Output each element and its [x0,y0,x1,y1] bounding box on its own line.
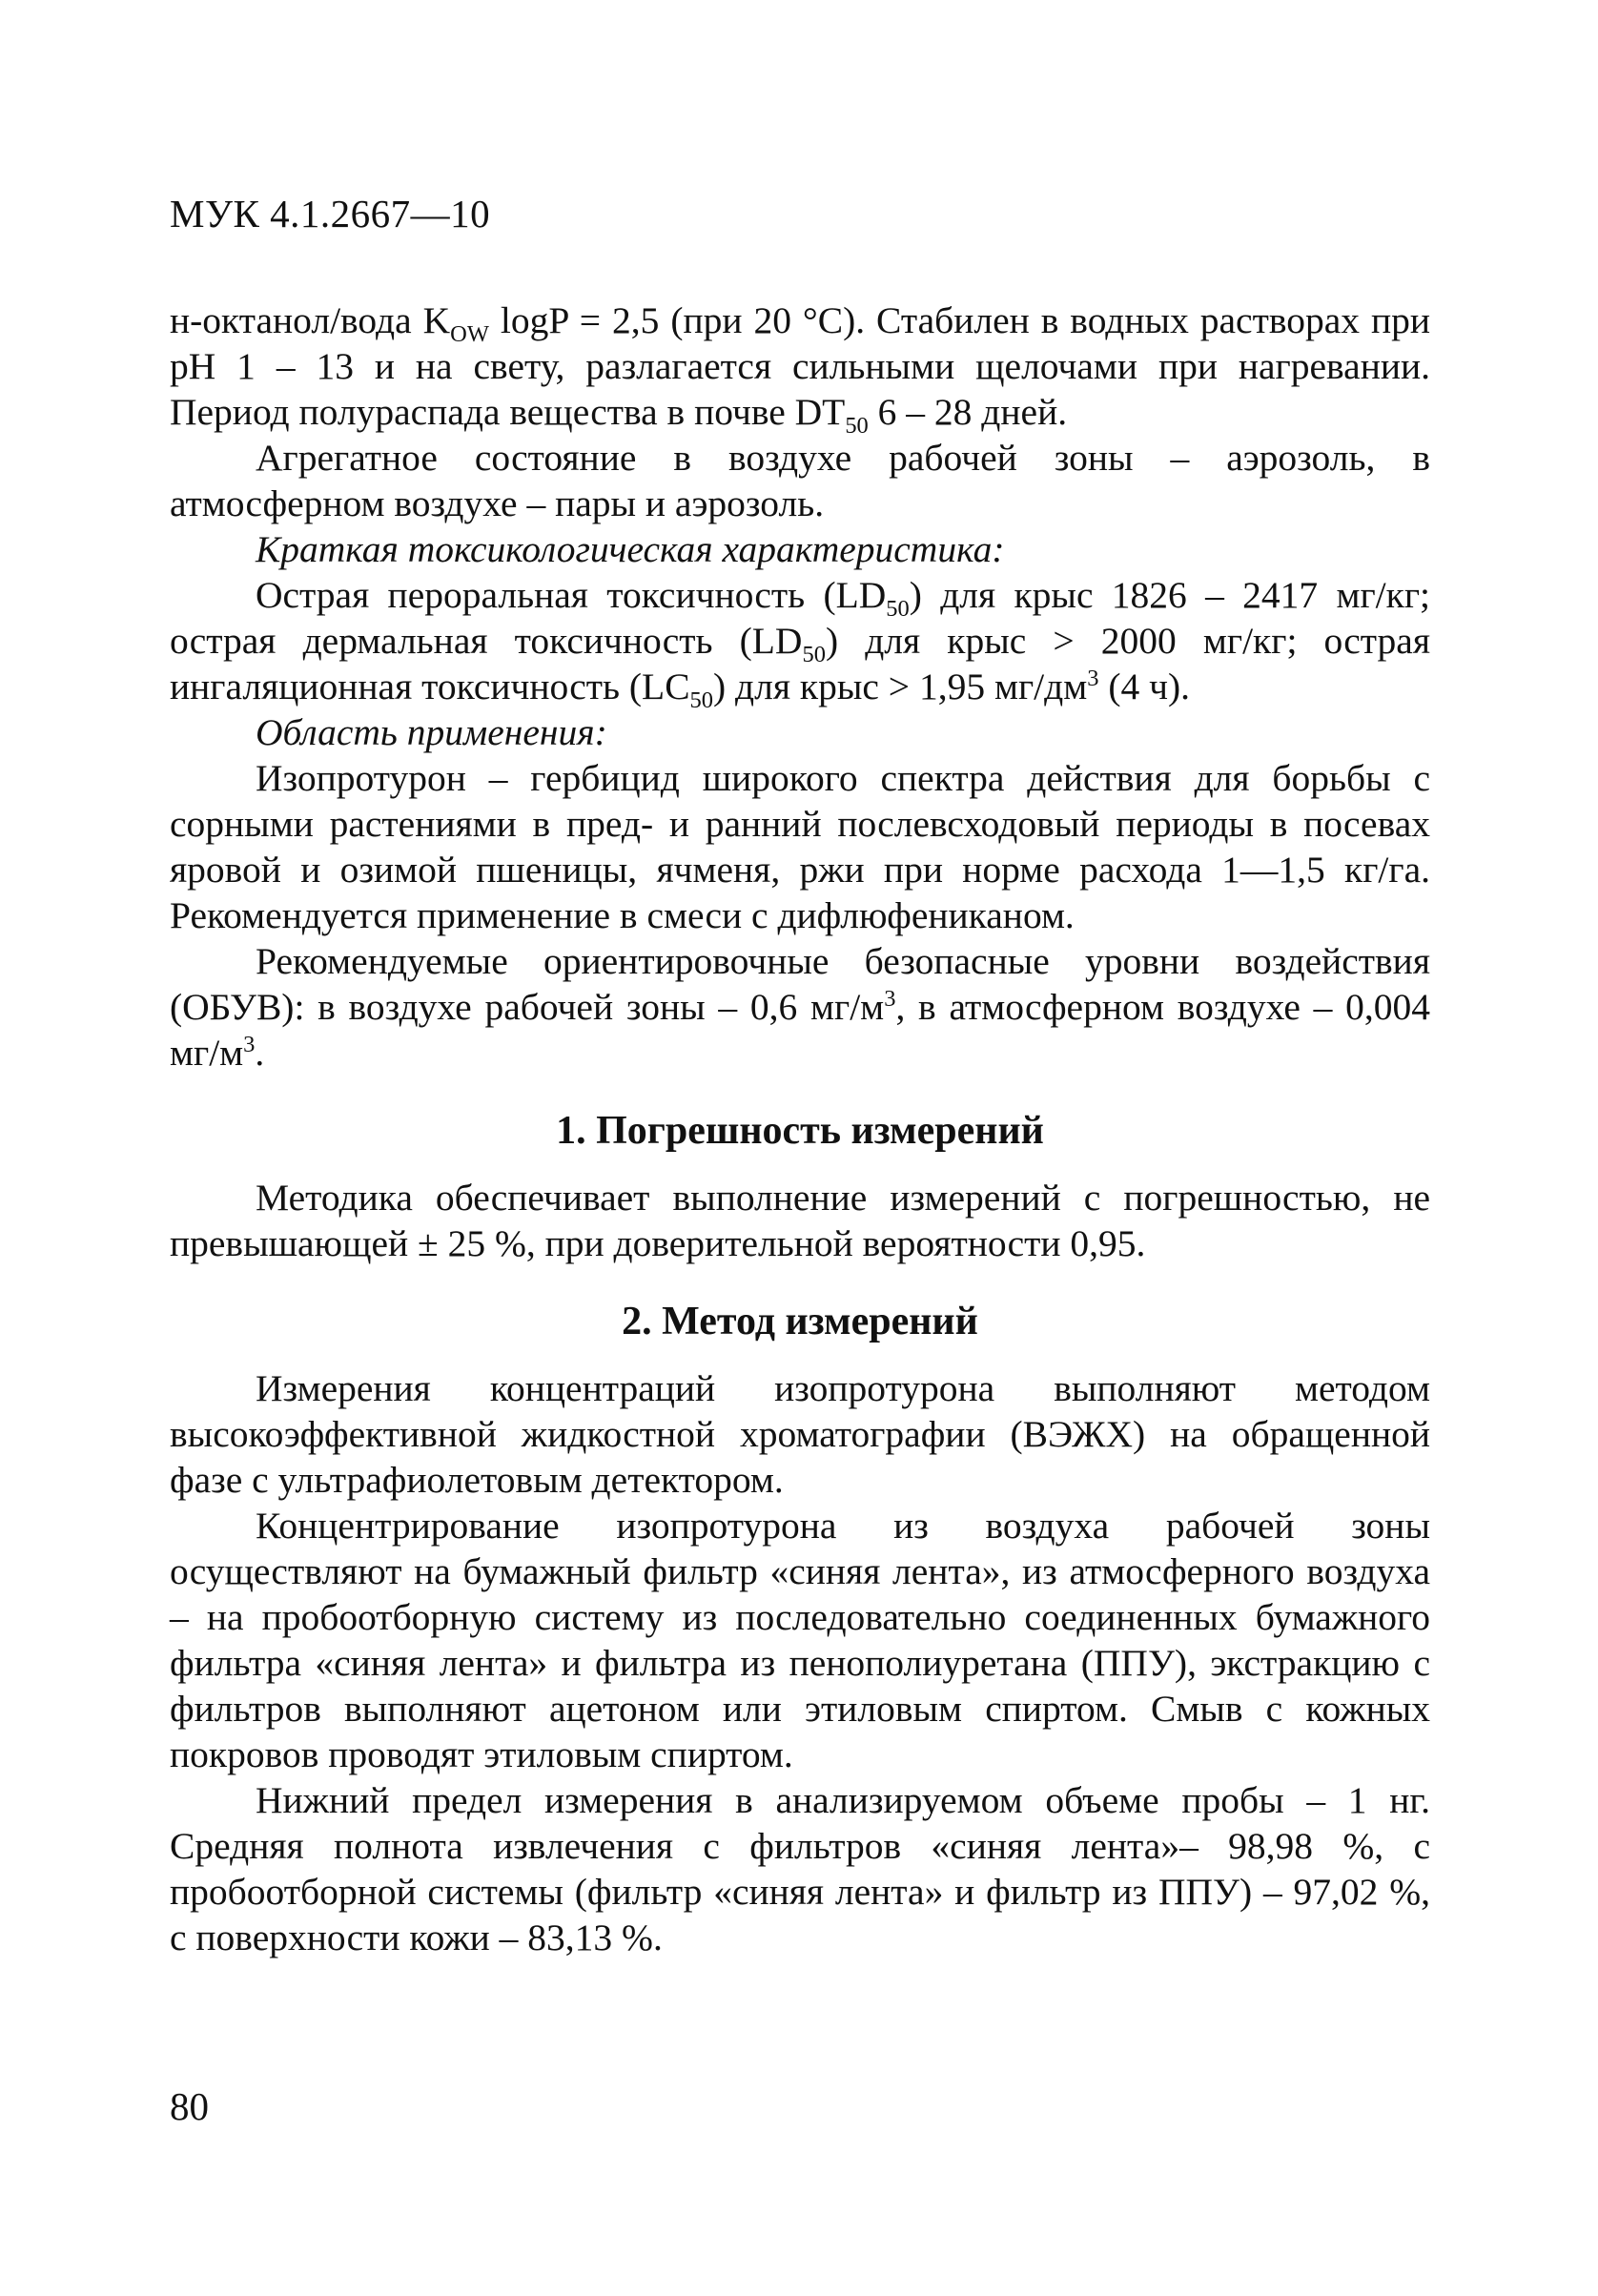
subscript: 50 [689,687,714,713]
text-fragment: Рекомендуемые ориентировочные безопасные уровни воздействия (ОБУВ): в воздухе рабочей зоны – 0,6 мг/м [170,940,1430,1028]
text-fragment: н-октанол/вода K [170,299,451,341]
subscript: OW [450,320,489,347]
paragraph-aggregate-state: Агрегатное состояние в воздухе рабочей зоны – аэрозоль, в атмосферном воздухе – пары и аэрозоль. [170,437,1430,524]
paragraph-toxicity [170,572,1431,713]
page-number: 80 [170,2084,209,2128]
paragraph-safe-levels [170,938,1430,1076]
application-heading: Область применения: [256,711,607,753]
section-title-method: 2. Метод измерений [622,1300,978,1343]
subscript: 50 [802,641,826,667]
text-fragment: . [255,1032,265,1074]
text-fragment: Острая пероральная токсичность (LD [256,574,887,616]
superscript: 3 [1087,665,1099,691]
text-fragment: , в атмосферном воздухе – 0,004 мг/м [170,986,1431,1074]
document-code-header: МУК 4.1.2667—10 [170,192,491,236]
text-fragment: 6 – 28 дней. [868,391,1068,433]
text-fragment: logP = 2,5 (при 20 °С). Стабилен в водных растворах при рН 1 – 13 и на свету, разлагается сильными щелочами при нагревании. Период полураспада вещества в почве DT [170,299,1430,433]
toxicology-heading: Краткая токсикологическая характеристика: [256,528,1005,570]
superscript: 3 [243,1031,256,1057]
paragraph-application: Изопротурон – гербицид широкого спектра действия для борьбы с сорными растениями в пред- и ранний послевсходовый периоды в посевах яровой и озимой пшеницы, ячменя, ржи при норме расхода 1—1,5 кг/га. Рекомендуется применение в смеси с дифлюфениканом. [170,757,1430,936]
section-title-error: 1. Погрешность измерений [556,1109,1044,1153]
paragraph-method-hplc: Измерения концентраций изопротурона выполняют методом высокоэффективной жидкостной хроматографии (ВЭЖХ) на обращенной фазе с ультрафиолетовым детектором. [170,1367,1430,1501]
document-body [170,297,1430,1960]
paragraph-method-sampling: Концентрирование изопротурона из воздуха рабочей зоны осуществляют на бумажный фильтр «синяя лента», из атмосферного воздуха – на пробоотборную систему из последовательно соединенных бумажного фильтра «синяя лента» и фильтра из пенополиуретана (ППУ), экстракцию с фильтров выполняют ацетоном или этиловым спиртом. Смыв с кожных покровов проводят этиловым спиртом. [170,1505,1430,1775]
text-fragment: ) для крыс > 2000 мг/кг; острая ингаляционная токсичность (LC [170,620,1430,707]
paragraph-partition-coefficient [170,297,1430,439]
text-fragment: ) для крыс > 1,95 мг/дм [713,666,1088,707]
subscript: 50 [886,595,910,622]
subscript: 50 [845,412,869,439]
paragraph-error: Методика обеспечивает выполнение измерений с погрешностью, не превышающей ± 25 %, при доверительной вероятности 0,95. [170,1177,1430,1264]
paragraph-method-limits: Нижний предел измерения в анализируемом объеме пробы – 1 нг. Средняя полнота извлечения с фильтров «синяя лента»– 98,98 %, с пробоотборной системы (фильтр «синяя лента» и фильтр из ППУ) – 97,02 %, с поверхности кожи – 83,13 %. [170,1779,1430,1958]
text-fragment: (4 ч). [1098,666,1191,707]
text-fragment: ) для крыс 1826 – 2417 мг/кг; острая дермальная токсичность (LD [170,574,1431,662]
superscript: 3 [884,985,896,1012]
